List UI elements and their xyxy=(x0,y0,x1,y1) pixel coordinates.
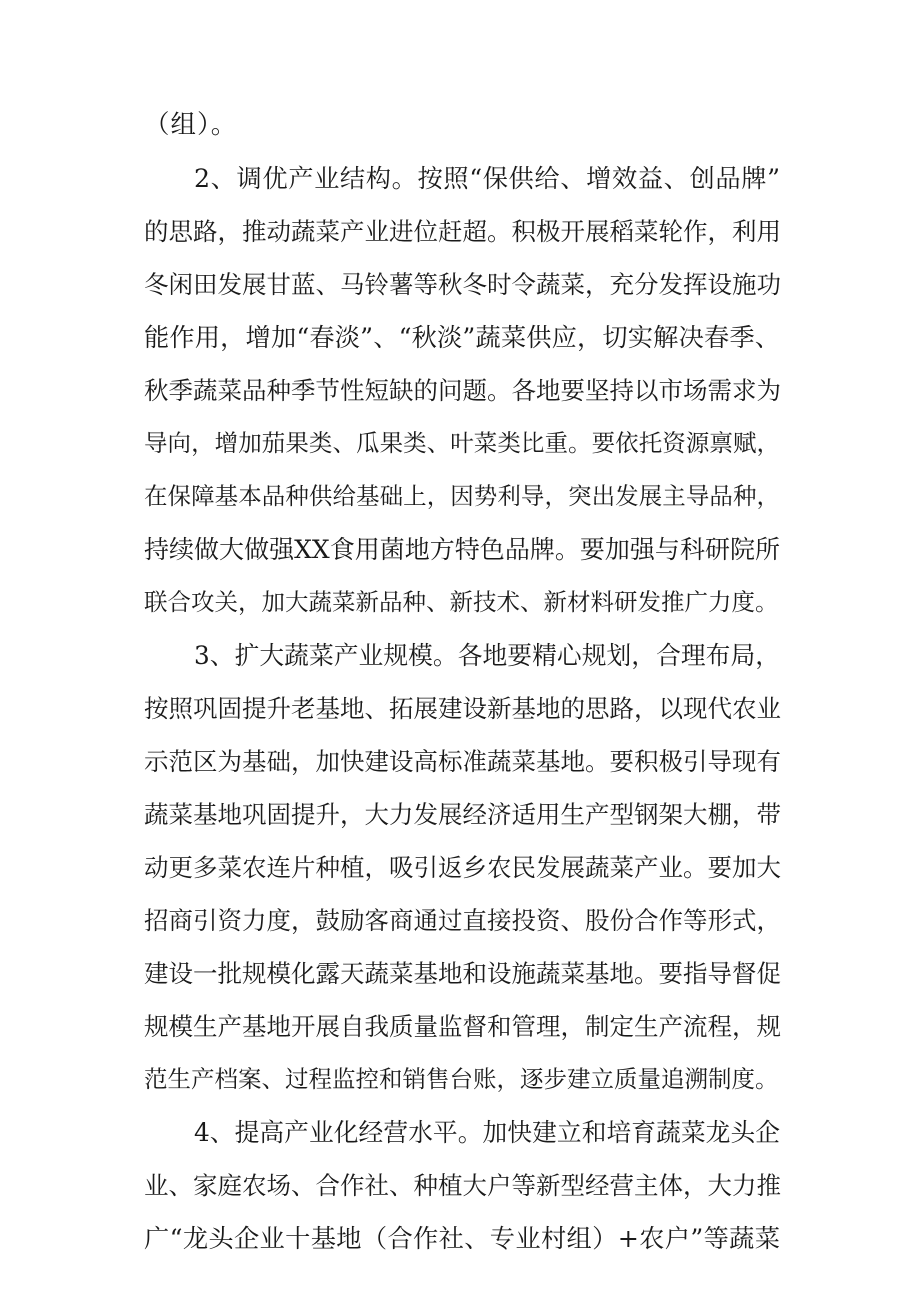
text-line: 秋季蔬菜品种季节性短缺的问题。各地要坚持以市场需求为 xyxy=(144,376,781,405)
text-line: 在保障基本品种供给基础上，因势利导，突出发展主导品种， xyxy=(144,482,780,510)
text-line: 示范区为基础，加快建设高标准蔬菜基地。要积极引导现有 xyxy=(144,747,781,776)
text-line: 能作用，增加“春淡”、“秋淡”蔬菜供应，切实解决春季、 xyxy=(144,323,780,352)
text-line: 动更多菜农连片种植，吸引返乡农民发展蔬菜产业。要加大 xyxy=(144,853,781,882)
text-line: 持续做大做强XX食用菌地方特色品牌。要加强与科研院所 xyxy=(144,535,780,564)
text-line: 冬闲田发展甘蓝、马铃薯等秋冬时令蔬菜，充分发挥设施功 xyxy=(144,270,781,299)
text-line: 广“龙头企业十基地（合作社、专业村组）+农户”等蔬菜 xyxy=(144,1224,780,1253)
text-line: 建设一批规模化露天蔬菜基地和设施蔬菜基地。要指导督促 xyxy=(144,959,781,988)
paragraph-first-line: 3、扩大蔬菜产业规模。各地要精心规划，合理布局， xyxy=(194,641,780,670)
text-line: 按照巩固提升老基地、拓展建设新基地的思路，以现代农业 xyxy=(144,694,781,723)
text-line: 范生产档案、过程监控和销售台账，逐步建立质量追溯制度。 xyxy=(144,1065,779,1093)
text-line: 联合攻关，加大蔬菜新品种、新技术、新材料研发推广力度。 xyxy=(144,588,779,616)
body-text xyxy=(144,99,780,1265)
text-line: 招商引资力度，鼓励客商通过直接投资、股份合作等形式， xyxy=(144,906,781,935)
text-line: 蔬菜基地巩固提升，大力发展经济适用生产型钢架大棚，带 xyxy=(144,800,781,829)
text-line: 导向，增加茄果类、瓜果类、叶菜类比重。要依托资源禀赋， xyxy=(144,429,780,457)
text-line: （组）。 xyxy=(144,110,238,140)
text-line: 的思路，推动蔬菜产业进位赶超。积极开展稻菜轮作，利用 xyxy=(144,217,781,246)
paragraph-first-line: 2、调优产业结构。按照“保供给、增效益、创品牌” xyxy=(194,164,780,193)
text-line: 规模生产基地开展自我质量监督和管理，制定生产流程，规 xyxy=(144,1012,781,1041)
text-line: 业、家庭农场、合作社、种植大户等新型经营主体，大力推 xyxy=(144,1171,781,1200)
paragraph-first-line: 4、提高产业化经营水平。加快建立和培育蔬菜龙头企 xyxy=(194,1118,780,1147)
